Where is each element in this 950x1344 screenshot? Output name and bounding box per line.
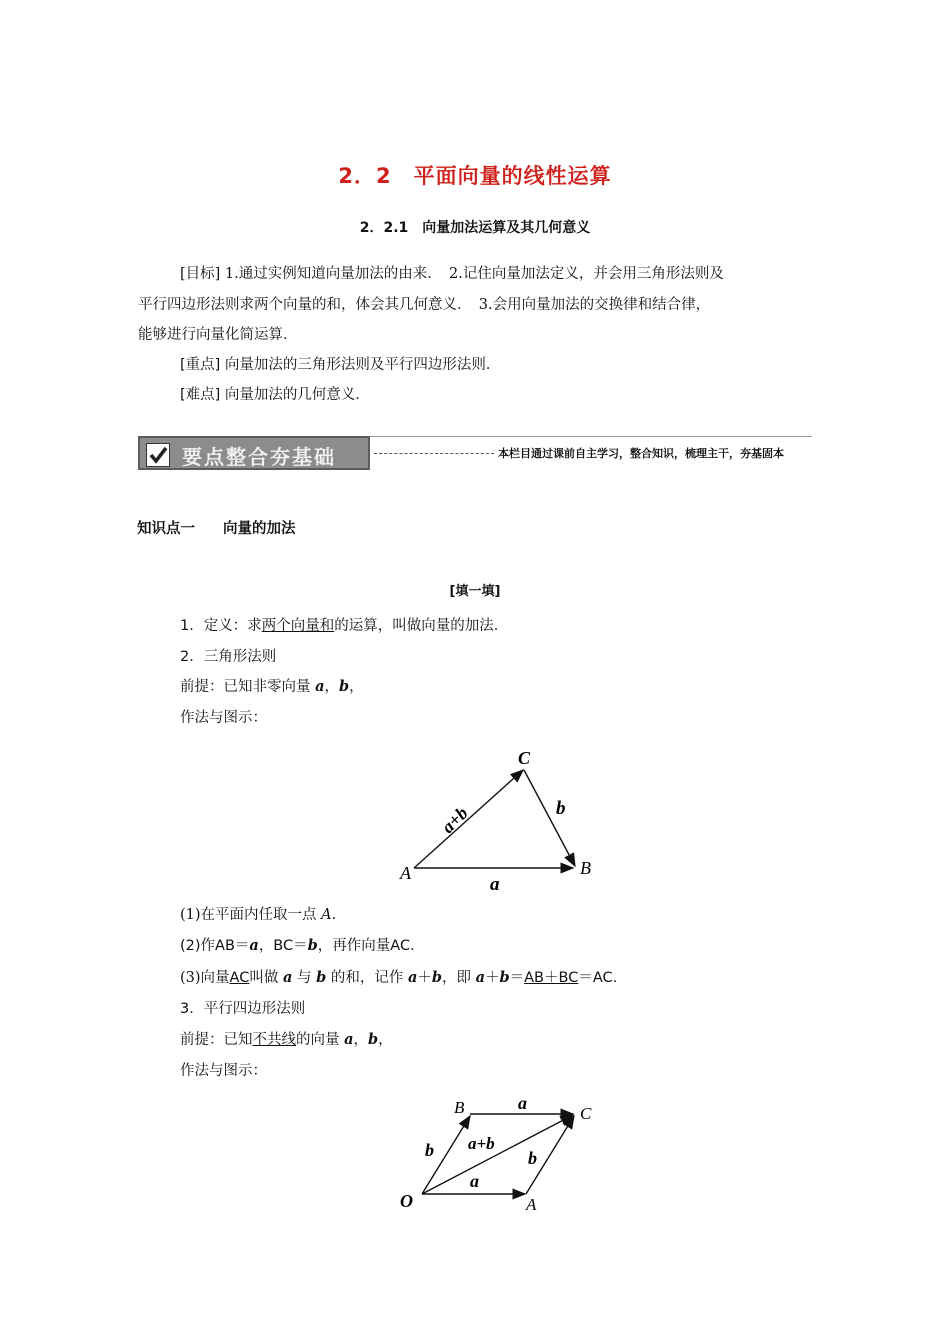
step-1-text: (1)在平面内任取一点	[180, 907, 322, 923]
point-a-label: A	[400, 863, 411, 883]
comma: ，	[378, 1032, 393, 1048]
step-3-part-2: 叫做	[249, 970, 283, 986]
comma: ，	[353, 1032, 369, 1048]
definition-answer: 两个向量和	[261, 618, 335, 634]
vector-a: a	[407, 969, 418, 986]
step-3-part-6: ＝AC.	[578, 970, 618, 986]
vector-a: a	[249, 937, 259, 954]
plus: ＋	[417, 970, 432, 986]
vector-b: b	[499, 969, 510, 986]
difficult-text: 向量加法的几何意义．	[220, 387, 370, 403]
difficult-points	[180, 380, 370, 410]
point-a-label: A	[526, 1195, 537, 1214]
knowledge-number: 知识点一	[137, 521, 195, 537]
label-a: a	[490, 874, 500, 895]
step-3-part-1: (3)向量	[180, 970, 230, 986]
parallelogram-diagram	[390, 1090, 610, 1220]
step-2-part-1: (2)作AB＝	[180, 938, 250, 954]
triangle-diagram	[390, 740, 610, 900]
page-title: 2．2 平面向量的线性运算	[338, 164, 612, 188]
label-a-plus-b: a+b	[437, 802, 472, 837]
vector-a: a	[475, 969, 485, 986]
key-label: [重点]	[180, 357, 221, 373]
banner-title: 要点整合夯基础	[182, 445, 336, 469]
equals: ＝	[509, 970, 525, 986]
step-2	[180, 931, 425, 961]
checkmark-icon	[146, 443, 170, 467]
banner-box	[138, 436, 370, 470]
step-3	[180, 963, 617, 993]
step-3-answer-1: AC	[229, 970, 250, 986]
vector-b: b	[307, 937, 318, 954]
parallelogram-rule-heading: 3．平行四边形法则	[180, 1001, 306, 1017]
definition-suffix: 的运算，叫做向量的加法．	[334, 618, 509, 634]
definition-line	[180, 611, 508, 641]
goals-line-3: 能够进行向量化简运算．	[138, 327, 298, 343]
point-c-label: C	[580, 1104, 592, 1123]
knowledge-heading	[137, 517, 296, 538]
point-b-label: B	[454, 1098, 465, 1117]
premise-2	[180, 1025, 393, 1055]
comma: ，	[349, 679, 364, 695]
key-text: 向量加法的三角形法则及平行四边形法则．	[220, 357, 501, 373]
label-a-bottom: a	[470, 1171, 479, 1191]
label-a-plus-b: a+b	[468, 1134, 495, 1153]
label-b-right: b	[528, 1148, 537, 1168]
banner-dash	[374, 453, 494, 454]
vector-a: a	[282, 969, 293, 986]
period: .	[331, 907, 337, 923]
vector-a: a	[344, 1031, 354, 1048]
difficult-label: [难点]	[180, 387, 221, 403]
step-3-answer-2: AB＋BC	[524, 970, 579, 986]
point-o-label: O	[400, 1191, 413, 1211]
point-b-label: B	[580, 858, 591, 878]
definition-prefix: 1．定义：求	[180, 618, 262, 634]
label-b: b	[556, 798, 566, 819]
step-3-part-3: 与	[292, 970, 317, 986]
label-a-top: a	[518, 1093, 527, 1113]
label-b-left: b	[425, 1140, 434, 1160]
vector-b: b	[431, 969, 442, 986]
comma: ，	[324, 679, 340, 695]
triangle-rule-heading: 2．三角形法则	[180, 649, 277, 665]
goals-line-2: 平行四边形法则求两个向量的和，体会其几何意义． 3.会用向量加法的交换律和结合律，	[138, 297, 711, 313]
method-label-2: 作法与图示：	[180, 1063, 267, 1079]
vector-a: a	[315, 678, 325, 695]
section-subtitle: 2．2.1 向量加法运算及其几何意义	[359, 220, 591, 236]
method-label-1: 作法与图示：	[180, 710, 267, 726]
banner-note: 本栏目通过课前自主学习，整合知识，梳理主干，夯基固本	[498, 447, 784, 460]
step-2-part-3: ，再作向量AC．	[317, 938, 425, 954]
vector-b: b	[339, 678, 350, 695]
step-3-part-4: 的和，记作	[326, 970, 408, 986]
section-banner	[138, 436, 812, 470]
banner-rule	[370, 436, 812, 437]
premise-2-answer: 不共线	[252, 1032, 296, 1048]
key-points	[180, 350, 500, 380]
step-1-point: A	[321, 907, 332, 923]
premise-1	[180, 672, 364, 702]
goals-line-1: [目标] 1.通过实例知道向量加法的由来． 2.记住向量加法定义，并会用三角形法则及	[180, 266, 724, 282]
premise-2-text: 前提：已知	[180, 1032, 253, 1048]
knowledge-topic: 向量的加法	[223, 521, 296, 537]
premise-1-text: 前提：已知非零向量	[180, 679, 316, 695]
step-1	[180, 900, 336, 930]
step-2-part-2: ，BC＝	[258, 938, 308, 954]
vector-b: b	[368, 1031, 379, 1048]
point-c-label: C	[518, 748, 531, 768]
plus: ＋	[485, 970, 500, 986]
step-3-part-5: ，即	[441, 970, 476, 986]
premise-2-suffix: 的向量	[296, 1032, 345, 1048]
fill-in-heading: [填一填]	[449, 584, 501, 599]
vector-b: b	[316, 969, 327, 986]
vector-bc-arrow	[524, 770, 575, 866]
